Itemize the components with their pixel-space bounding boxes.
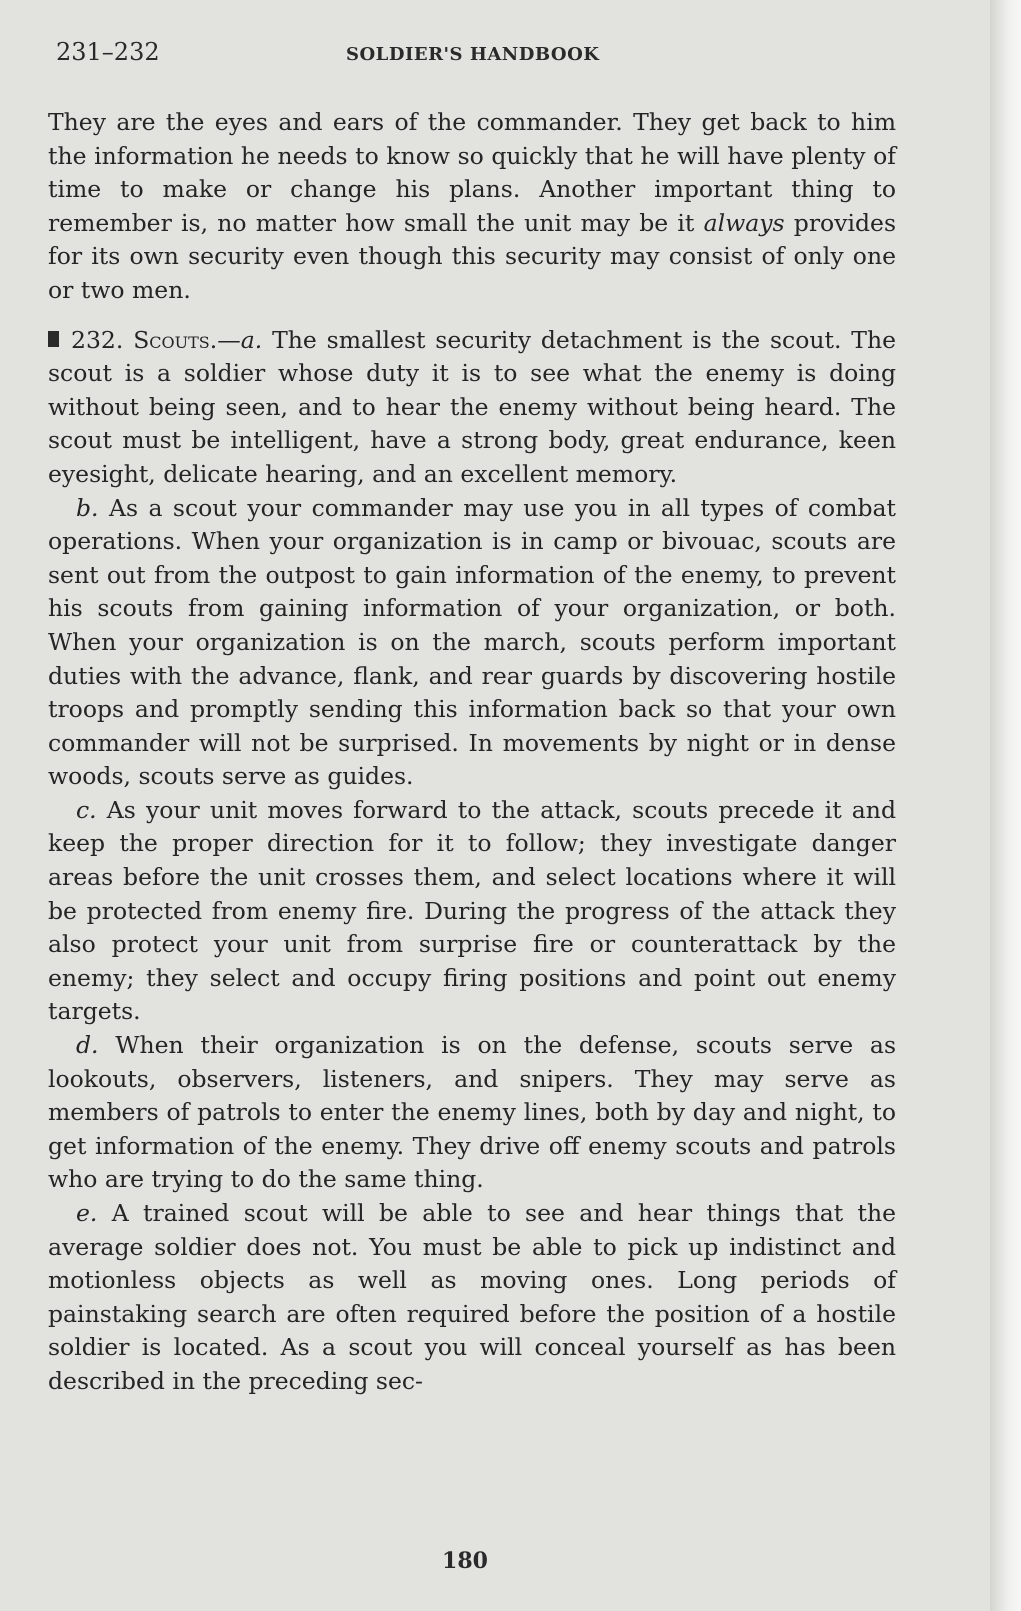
subparagraph-label-c: c. (76, 795, 97, 824)
page-edge (990, 0, 1021, 1611)
subparagraph-e (48, 1197, 896, 1399)
subparagraph-label-a: a. (240, 325, 263, 354)
subparagraph-label-d: d. (76, 1031, 99, 1060)
subparagraph-c (48, 794, 896, 1029)
section-title: Scouts. (133, 325, 218, 354)
subparagraph-label-e: e. (76, 1199, 98, 1227)
subparagraph-text-c: As your unit moves forward to the attack, scouts precede it and keep the proper direction for it to follow; they investigate danger areas before the unit crosses them, and select locations where it will be protected from enemy fire. During the progress of the attack they also protect your unit from surprise fire or counterattack by the enemy; they select and occupy firing positions and point out enemy targets. (48, 795, 896, 1026)
emphasis-always: always (703, 208, 785, 237)
subparagraph-label-b: b. (76, 493, 99, 522)
body-text (48, 106, 896, 1399)
page-range: 231–232 (56, 38, 160, 66)
section-number: 232. (71, 325, 124, 354)
paragraph-text: They are the eyes and ears of the commander. They get back to him the information he needs to know so quickly that he will have plenty of time to make or change his plans. Another important thing to remember is, no matter how small the unit may be it (48, 108, 896, 237)
subparagraph-d (48, 1029, 896, 1197)
page-number: 180 (442, 1548, 488, 1574)
subparagraph-text-a: The smallest security detachment is the scout. The scout is a soldier whose duty it is to see what the enemy is doing without being seen, and to hear the enemy without being heard. The scout must be intelligent, have a strong body, great endurance, keen eyesight, delicate hearing, and an excellent memory. (48, 325, 896, 488)
section-232-paragraph-a (48, 324, 896, 492)
section-dash: — (217, 325, 241, 354)
subparagraph-text-e: A trained scout will be able to see and hear things that the average soldier does not. You must be able to pick up indistinct and motionless objects as well as moving ones. Long periods of painstaking search are often required before the position of a hostile soldier is located. As a scout you will conceal yourself as has been described in the preceding sec- (48, 1199, 896, 1395)
subparagraph-text-b: As a scout your commander may use you in all types of combat operations. When your organization is in camp or bivouac, scouts are sent out from the outpost to gain information of the enemy, to prevent his scouts from gaining information of your organization, or both. When your organization is on the march, scouts perform important duties with the advance, flank, and rear guards by discovering hostile troops and promptly sending this information back so that your own commander will not be surprised. In movements by night or in dense woods, scouts serve as guides. (48, 493, 896, 791)
paragraph-text: provides for its own security even though this security may consist of only one or two men. (48, 208, 896, 304)
subparagraph-text-d: When their organization is on the defense, scouts serve as lookouts, observers, listeners, and snipers. They may serve as members of patrols to enter the enemy lines, both by day and night, to get information of the enemy. They drive off enemy scouts and patrols who are trying to do the same thing. (48, 1031, 896, 1194)
paragraph-continuation (48, 106, 896, 308)
running-head: SOLDIER'S HANDBOOK (346, 44, 600, 65)
section-marker-icon (48, 331, 59, 347)
subparagraph-b (48, 492, 896, 794)
page-header (56, 38, 896, 78)
